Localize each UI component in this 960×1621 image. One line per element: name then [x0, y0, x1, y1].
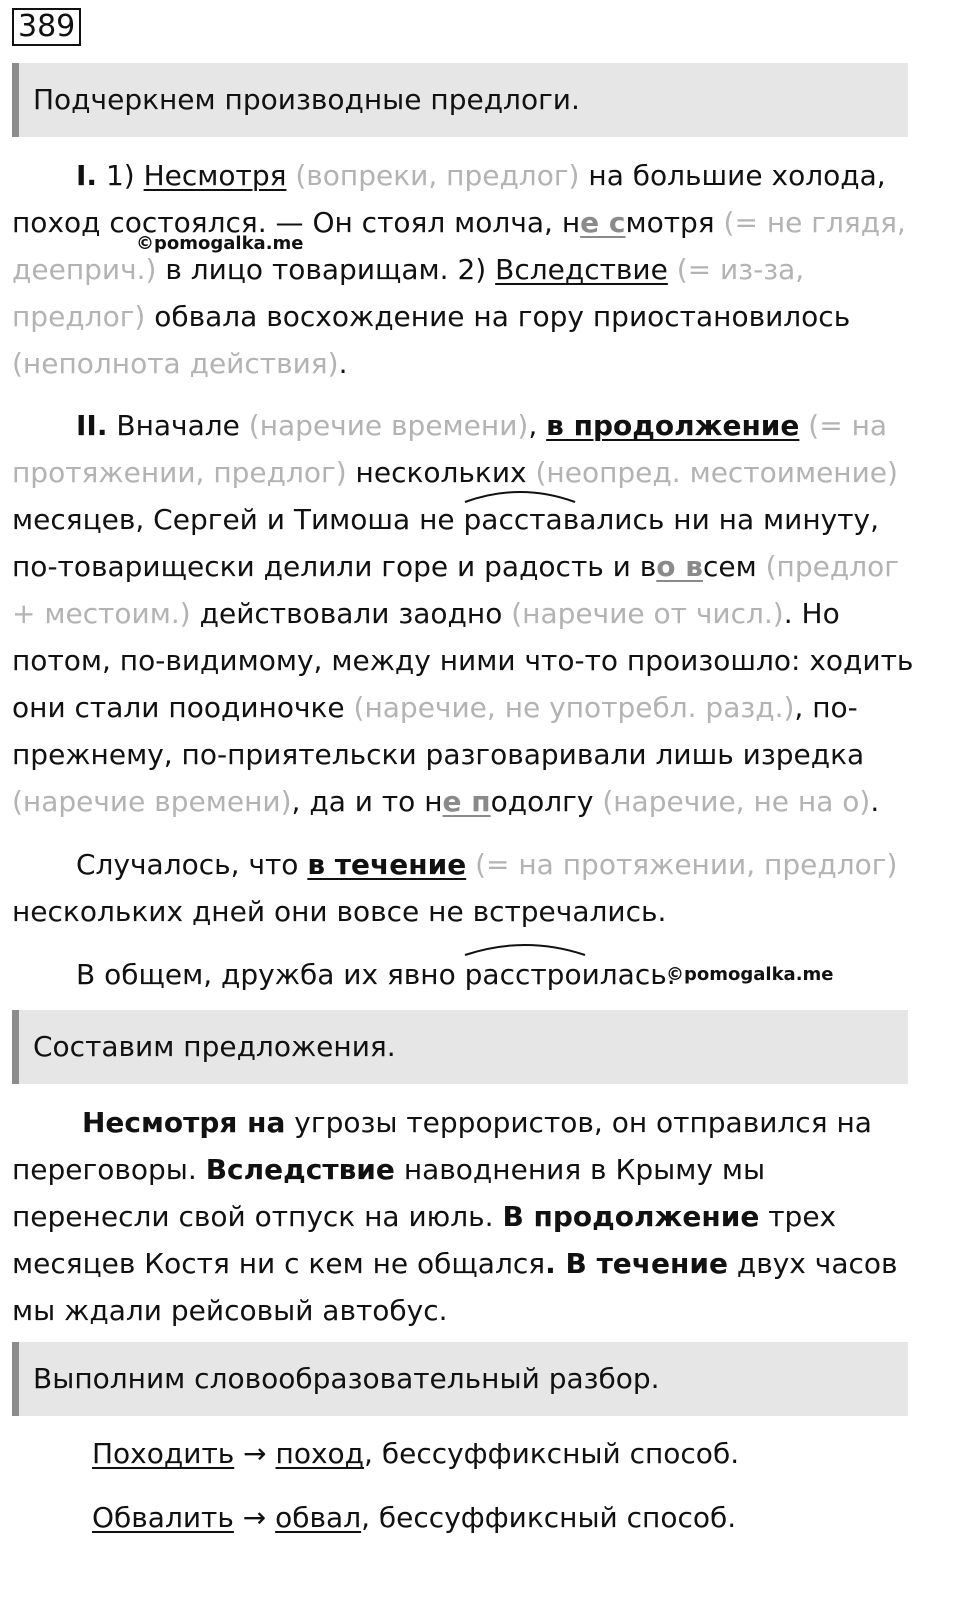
derivation-result-word: поход [275, 1437, 365, 1470]
grammar-note: (наречие от числ.) [502, 597, 784, 630]
derivation-source-word: Обвалить [92, 1501, 234, 1534]
grammar-note: (наречие времени) [12, 785, 292, 818]
highlight-letters: о в [656, 550, 703, 583]
word-vsledstvie: Вследствие [495, 253, 668, 286]
grammar-note: (наречие, не на о) [593, 785, 871, 818]
section-header-sentences: Составим предложения. [12, 1010, 908, 1084]
word-v-prodolzhenie: в продолжение [546, 409, 800, 442]
roman-numeral-two: II. [76, 409, 108, 442]
grammar-note: (наречие времени) [239, 409, 529, 442]
grammar-note: (= на протяжении, предлог) [12, 409, 888, 489]
watermark: ©pomogalka.me [136, 233, 304, 254]
watermark: ©pomogalka.me [666, 964, 834, 985]
highlight-letters: е с [580, 206, 626, 239]
section-header-prepositions: Подчеркнем производные предлоги. [12, 63, 908, 137]
composed-sentences: Несмотря на угрозы террористов, он отправился на переговоры. Вследствие наводнения в Крыму мы перенесли свой отпуск на июль. В продолжение трех месяцев Костя ни с кем не общался. В течение двух часов мы ждали рейсовый автобус. [12, 1106, 898, 1327]
derivation-row-2: Обвалить → обвал, бессуффиксный способ. [92, 1501, 737, 1534]
section-header-derivation: Выполним словообразовательный разбор. [12, 1342, 908, 1416]
derivation-source-word: Походить [92, 1437, 235, 1470]
grammar-note: (неопред. местоимение) [526, 456, 898, 489]
morpheme-root-arc [460, 485, 580, 505]
derivation-result-word: обвал [275, 1501, 362, 1534]
grammar-note: (= на протяжении, предлог) [466, 848, 898, 881]
grammar-note: (неполнота действия) [12, 347, 339, 380]
part-three-paragraph: Случалось, что в течение (= на протяжении, предлог) нескольких дней они вовсе не встречались. [12, 848, 898, 928]
derivation-row-1: Походить → поход, бессуффиксный способ. [92, 1437, 740, 1470]
grammar-note: (= из-за, предлог) [12, 253, 805, 333]
grammar-note: (предлог + местоим.) [12, 550, 899, 630]
part-two-paragraph: II. Вначале (наречие времени), в продолжение (= на протяжении, предлог) нескольких (неопред. местоимение) месяцев, Сергей и Тимоша не расставались ни на минуту, по-товарищески делили горе и радость и во всем (предлог + местоим.) действовали заодно (наречие от числ.). Но потом, по-видимому, между ними что-то произошло: ходить они стали поодиночке (наречие, не употребл. разд.), по-прежнему, по-приятельски разговаривали лишь изредка (наречие времени), да и то не подолгу (наречие, не на о). [12, 409, 914, 818]
grammar-note: (наречие, не употребл. разд.) [344, 691, 795, 724]
grammar-note: (= не глядя, дееприч.) [12, 206, 906, 286]
word-nesmotrya: Несмотря [143, 159, 287, 192]
exercise-number: 389 [12, 8, 81, 46]
highlight-letters: е п [442, 785, 491, 818]
grammar-note: (вопреки, предлог) [286, 159, 580, 192]
part-four-paragraph: В общем, дружба их явно расстроилась. [76, 958, 676, 991]
roman-numeral-one: I. [76, 159, 98, 192]
morpheme-root-arc [460, 938, 590, 958]
part-one-paragraph: I. 1) Несмотря (вопреки, предлог) на большие холода, поход состоялся. — Он стоял молча, не смотря (= не глядя, дееприч.) в лицо товарищам. 2) Вследствие (= из-за, предлог) обвала восхождение на гору приостановилось (неполнота действия). [12, 159, 906, 380]
word-v-techenie: в течение [307, 848, 467, 881]
